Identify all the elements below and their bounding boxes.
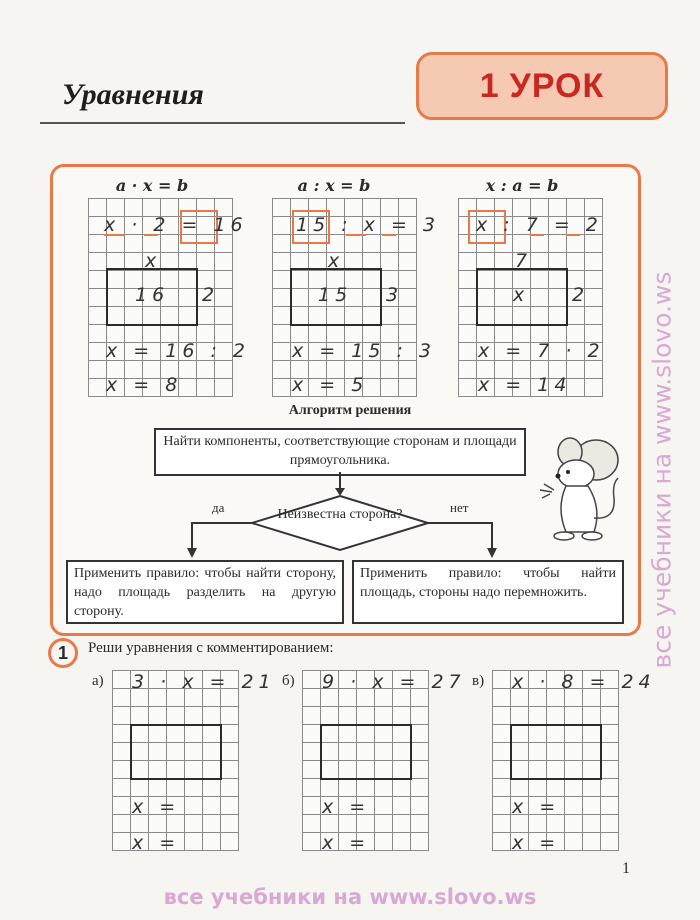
arrow-head-no [487,548,497,558]
mouse-eye [566,470,570,474]
equation-2: 15 : x = 3 [296,214,440,236]
task-item-label-a: а) [92,673,104,689]
task-rectangle-c [510,724,602,780]
task-line1-a: x = [132,796,181,818]
rect-top-label-2: x [328,250,345,272]
solution-step2-1: x = 8 [106,374,183,396]
page-number: 1 [622,860,630,877]
connector-yes [192,523,252,552]
equation-1: x · 2 = 16 [104,214,248,236]
algorithm-title: Алгоритм решения [288,403,412,418]
task-line2-b: x = [322,832,371,854]
algorithm-step-1: Найти компоненты, соответствующие сторонам и площади прямоугольника. [154,428,526,476]
rect-top-label-1: x [145,250,162,272]
task-rectangle-b [320,724,412,780]
mouse-tail [594,478,618,518]
rect-side-2: 3 [386,284,404,306]
watermark-vertical: все учебники на www.slovo.ws [647,271,677,669]
task-equation-b: 9 · x = 27 [322,671,466,693]
solution-step2-3: x = 14 [478,374,572,396]
task-rectangle-a [130,724,222,780]
formula-2: a : x = b [297,176,371,195]
task-line1-b: x = [322,796,371,818]
mouse-foot-right [582,532,602,540]
label-yes: да [212,500,225,515]
rect-side-1: 2 [202,284,220,306]
solution-step2-2: x = 5 [292,374,369,396]
task-line2-a: x = [132,832,181,854]
rect-side-3: 2 [572,284,590,306]
mouse-head [558,460,594,488]
rect-area-3: x [513,284,530,306]
lesson-number: 1 [479,66,500,105]
task-line1-c: x = [512,796,561,818]
rect-area-1: 16 [135,284,170,306]
decision-diamond [252,496,428,550]
solution-step1-3: x = 7 · 2 [478,340,605,362]
lesson-word: УРОК [509,66,605,105]
task-item-label-c: в) [472,673,485,689]
task-equation-a: 3 · x = 21 [132,671,276,693]
rect-top-label-3: 7 [515,250,533,272]
solution-step1-1: x = 16 : 2 [106,340,250,362]
task-item-label-b: б) [282,673,295,689]
rect-area-2: 15 [318,284,353,306]
label-no: нет [450,500,469,515]
arrow-head-yes [187,548,197,558]
task-text: Реши уравнения с комментированием: [88,640,334,656]
no-result: Применить правило: чтобы найти площадь, стороны надо перемножить. [352,560,624,624]
yes-result: Применить правило: чтобы найти сторону, надо площадь разделить на другую сторону. [66,560,344,624]
mouse-paw [540,484,554,498]
task-number: 1 [48,638,78,668]
equation-3: x : 7 = 2 [476,214,603,236]
decision-text: Неизвестна сторона? [277,507,403,522]
connector-no [428,523,492,552]
task-equation-c: x · 8 = 24 [512,671,656,693]
arrow-head-down [335,488,345,496]
mouse-body [561,486,597,532]
mouse-illustration [536,428,622,544]
solution-step1-2: x = 15 : 3 [292,340,436,362]
mouse-foot-left [554,532,574,540]
watermark-bottom: все учебники на www.slovo.ws [163,885,537,909]
mouse-nose [556,474,561,479]
page-title: Уравнения [62,78,204,111]
formula-1: a · x = b [115,176,189,195]
formula-3: x : a = b [485,176,559,195]
task-line2-c: x = [512,832,561,854]
